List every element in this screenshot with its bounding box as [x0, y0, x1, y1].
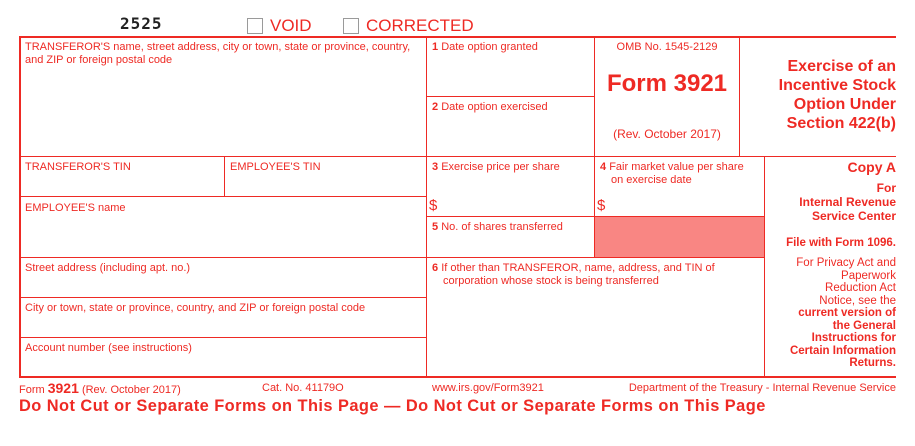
instr-line-3: Instructions for — [811, 332, 896, 344]
divider-tin — [224, 156, 225, 197]
footer-rev: (Rev. October 2017) — [81, 384, 181, 396]
account-number-label: Account number (see instructions) — [25, 342, 192, 354]
employee-tin-label: EMPLOYEE'S TIN — [230, 161, 321, 173]
omb-number: OMB No. 1545-2129 — [616, 41, 718, 53]
for-line-2: Internal Revenue — [799, 195, 896, 209]
file-with-form-1096: File with Form 1096. — [786, 237, 896, 249]
box6-text-line1: If other than TRANSFEROR, name, address, and TIN of — [441, 262, 715, 274]
box4-label — [600, 161, 762, 187]
box1-label — [432, 41, 538, 54]
for-line-1: For — [876, 181, 896, 195]
box6-label — [432, 262, 762, 288]
box2-label — [432, 101, 548, 114]
footer-url: www.irs.gov/Form3921 — [432, 382, 544, 394]
form-left-border — [19, 36, 21, 378]
city-label: City or town, state or province, country, and ZIP or foreign postal code — [25, 302, 366, 314]
form-top-border — [19, 36, 896, 38]
instr-line-1: current version of — [798, 307, 896, 319]
form-description-title — [744, 57, 896, 133]
hline-7 — [19, 337, 427, 338]
box4-dollar: $ — [597, 197, 606, 214]
footer-form-word: Form — [19, 384, 45, 396]
hline-6 — [19, 297, 427, 298]
transferor-tin-label: TRANSFEROR'S TIN — [25, 161, 131, 173]
do-not-cut-warning: Do Not Cut or Separate Forms on This Page — Do Not Cut or Separate Forms on This Page — [19, 397, 766, 415]
corrected-checkbox[interactable] — [343, 18, 359, 34]
privacy-notice — [766, 257, 896, 370]
hline-1 — [426, 96, 595, 97]
title-line-2: Incentive Stock — [778, 77, 896, 94]
street-address-label: Street address (including apt. no.) — [25, 262, 191, 274]
employee-name-label: EMPLOYEE'S name — [25, 202, 126, 214]
footer-department: Department of the Treasury - Internal Revenue Service — [628, 382, 896, 394]
instructions-block — [766, 307, 896, 370]
footer-form-number: 3921 — [47, 380, 79, 396]
void-checkbox[interactable] — [247, 18, 263, 34]
box4-text-line2: on exercise date — [611, 174, 692, 186]
footer-form-id — [19, 380, 181, 396]
box4-number: 4 — [600, 161, 607, 173]
box5-number: 5 — [432, 221, 439, 233]
for-irs-block — [770, 181, 896, 223]
hline-2 — [19, 156, 896, 157]
privacy-line-2: Paperwork — [841, 269, 896, 282]
corrected-label: CORRECTED — [366, 16, 474, 35]
box3-text: Exercise price per share — [441, 161, 560, 173]
box3-label — [432, 161, 560, 174]
hline-3 — [19, 196, 427, 197]
box5-text: No. of shares transferred — [441, 221, 563, 233]
form-revision: (Rev. October 2017) — [613, 127, 721, 141]
divider-col-right-top — [739, 36, 740, 157]
form-title: Form 3921 — [606, 70, 728, 97]
privacy-line-3: Reduction Act — [825, 282, 896, 294]
footer-cat-no: Cat. No. 41179O — [262, 382, 344, 394]
hline-5 — [19, 257, 765, 258]
box5-label — [432, 221, 563, 234]
form-code: 2525 — [120, 14, 163, 33]
privacy-line-1: For Privacy Act and — [796, 257, 896, 269]
box6-number: 6 — [432, 262, 439, 274]
box1-text: Date option granted — [441, 41, 538, 53]
title-line-1: Exercise of an — [787, 58, 896, 75]
shaded-box — [595, 217, 764, 257]
box2-number: 2 — [432, 101, 439, 113]
copy-a-label: Copy A — [847, 159, 896, 175]
divider-col-left — [426, 36, 427, 377]
transferor-name-label: TRANSFEROR'S name, street address, city or town, state or province, country, and ZIP or foreign postal code — [25, 41, 411, 66]
void-label: VOID — [270, 16, 312, 35]
box6-text-line2: corporation whose stock is being transferred — [443, 275, 659, 287]
box4-text-line1: Fair market value per share — [609, 161, 744, 173]
title-line-3: Option Under — [793, 96, 896, 113]
for-line-3: Service Center — [811, 209, 896, 223]
privacy-line-4: Notice, see the — [819, 294, 896, 307]
instr-line-4: Certain Information — [789, 344, 896, 357]
instr-line-2: the General — [832, 319, 896, 332]
box3-number: 3 — [432, 161, 439, 173]
divider-col-right — [764, 156, 765, 377]
title-line-4: Section 422(b) — [786, 115, 896, 132]
box1-number: 1 — [432, 41, 439, 53]
box3-dollar: $ — [429, 197, 438, 214]
box2-text: Date option exercised — [441, 101, 548, 113]
instr-line-5: Returns. — [849, 357, 896, 369]
